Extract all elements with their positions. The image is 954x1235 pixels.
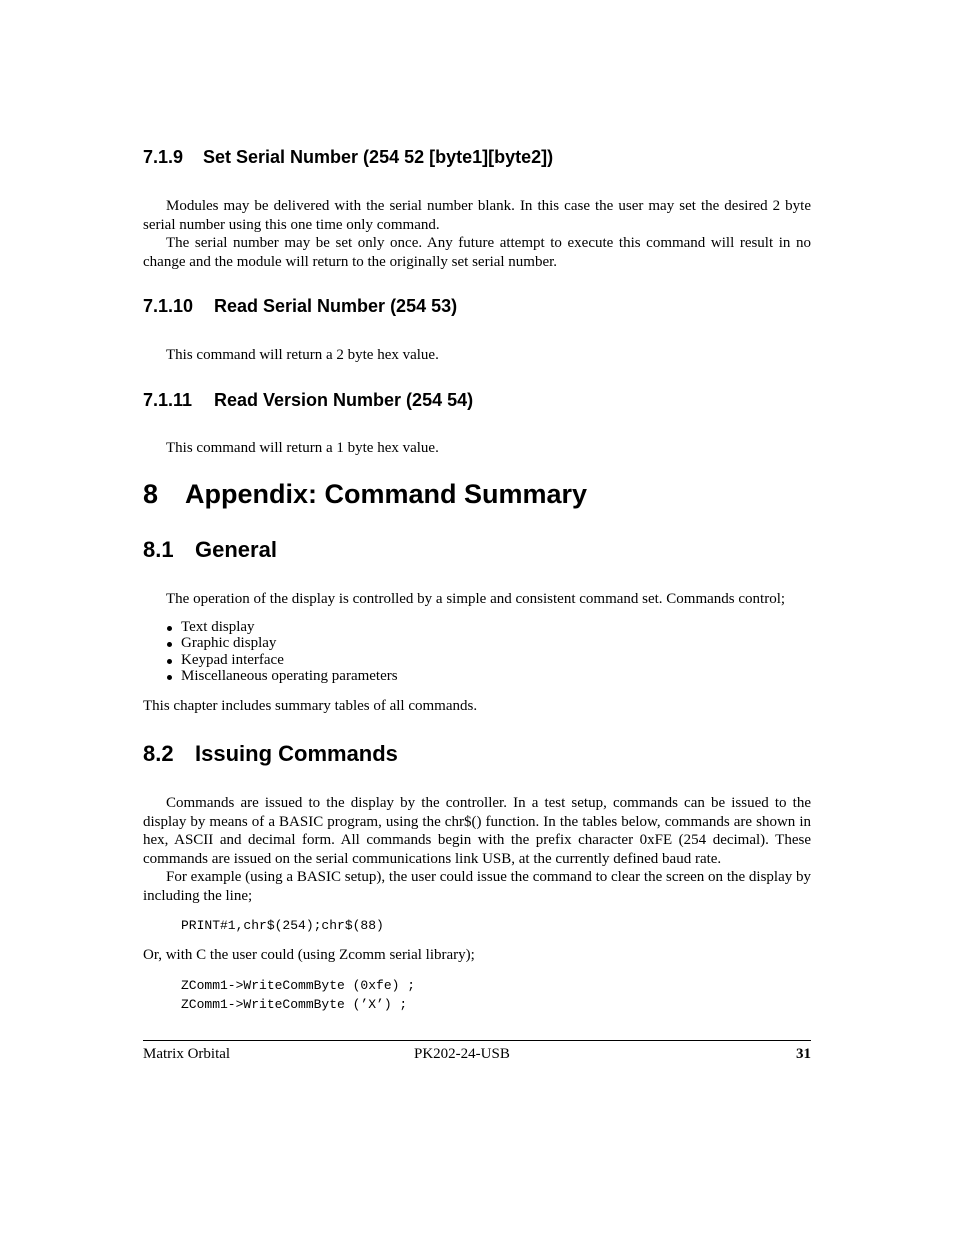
section-7-1-10-paragraph: This command will return a 2 byte hex value.	[166, 347, 439, 363]
section-7-1-10-heading: 7.1.10 Read Serial Number (254 53)	[143, 296, 458, 316]
chapter-8-heading: 8 Appendix: Command Summary	[143, 479, 588, 509]
list-item: Miscellaneous operating parameters	[143, 668, 398, 684]
section-8-2-paragraph-2: For example (using a BASIC setup), the user could issue the command to clear the screen on the display by including the line;	[143, 869, 811, 904]
footer-model: PK202-24-USB	[414, 1046, 510, 1062]
basic-code-example: PRINT#1,chr$(254);chr$(88)	[181, 918, 384, 933]
section-7-1-9-paragraph-2: The serial number may be set only once. Any future attempt to execute this command will result in no change and the module will return to the originally set serial number.	[143, 235, 811, 270]
c-code-example-line-1: ZComm1->WriteCommByte (0xfe) ;	[181, 978, 416, 993]
section-8-2-paragraph-3: Or, with C the user could (using Zcomm serial library);	[143, 947, 475, 963]
page-number: 31	[796, 1046, 811, 1062]
section-8-1-paragraph-2: This chapter includes summary tables of all commands.	[143, 698, 478, 714]
list-item: Text display	[143, 619, 398, 635]
section-7-1-9-heading: 7.1.9 Set Serial Number (254 52 [byte1][byte2])	[143, 147, 554, 167]
bullet-icon	[167, 642, 172, 647]
footer-divider	[143, 1040, 811, 1041]
section-7-1-11-paragraph: This command will return a 1 byte hex value.	[166, 440, 439, 456]
section-8-2-heading: 8.2 Issuing Commands	[143, 741, 398, 766]
section-8-1-paragraph-1: The operation of the display is controlled by a simple and consistent command set. Commands control;	[166, 591, 786, 607]
c-code-example-line-2: ZComm1->WriteCommByte (’X’) ;	[181, 997, 408, 1012]
section-8-2-paragraph-1: Commands are issued to the display by the controller. In a test setup, commands can be issued to the display by means of a BASIC program, using the chr$() function. In the tables below, commands are shown in hex, ASCII and decimal form. All commands begin with the prefix character 0xFE (254 decimal). These commands are issued on the serial communications link USB, at the currently defined baud rate.	[143, 795, 811, 867]
bullet-icon	[167, 626, 172, 631]
section-8-1-heading: 8.1 General	[143, 537, 277, 562]
list-item: Keypad interface	[143, 652, 398, 668]
section-7-1-9-paragraph-1: Modules may be delivered with the serial number blank. In this case the user may set the desired 2 byte serial number using this one time only command.	[143, 198, 811, 233]
bullet-icon	[167, 659, 172, 664]
footer-company: Matrix Orbital	[143, 1046, 231, 1062]
bullet-icon	[167, 675, 172, 680]
list-item: Graphic display	[143, 635, 398, 651]
section-7-1-11-heading: 7.1.11 Read Version Number (254 54)	[143, 390, 474, 410]
command-category-list	[143, 619, 398, 684]
